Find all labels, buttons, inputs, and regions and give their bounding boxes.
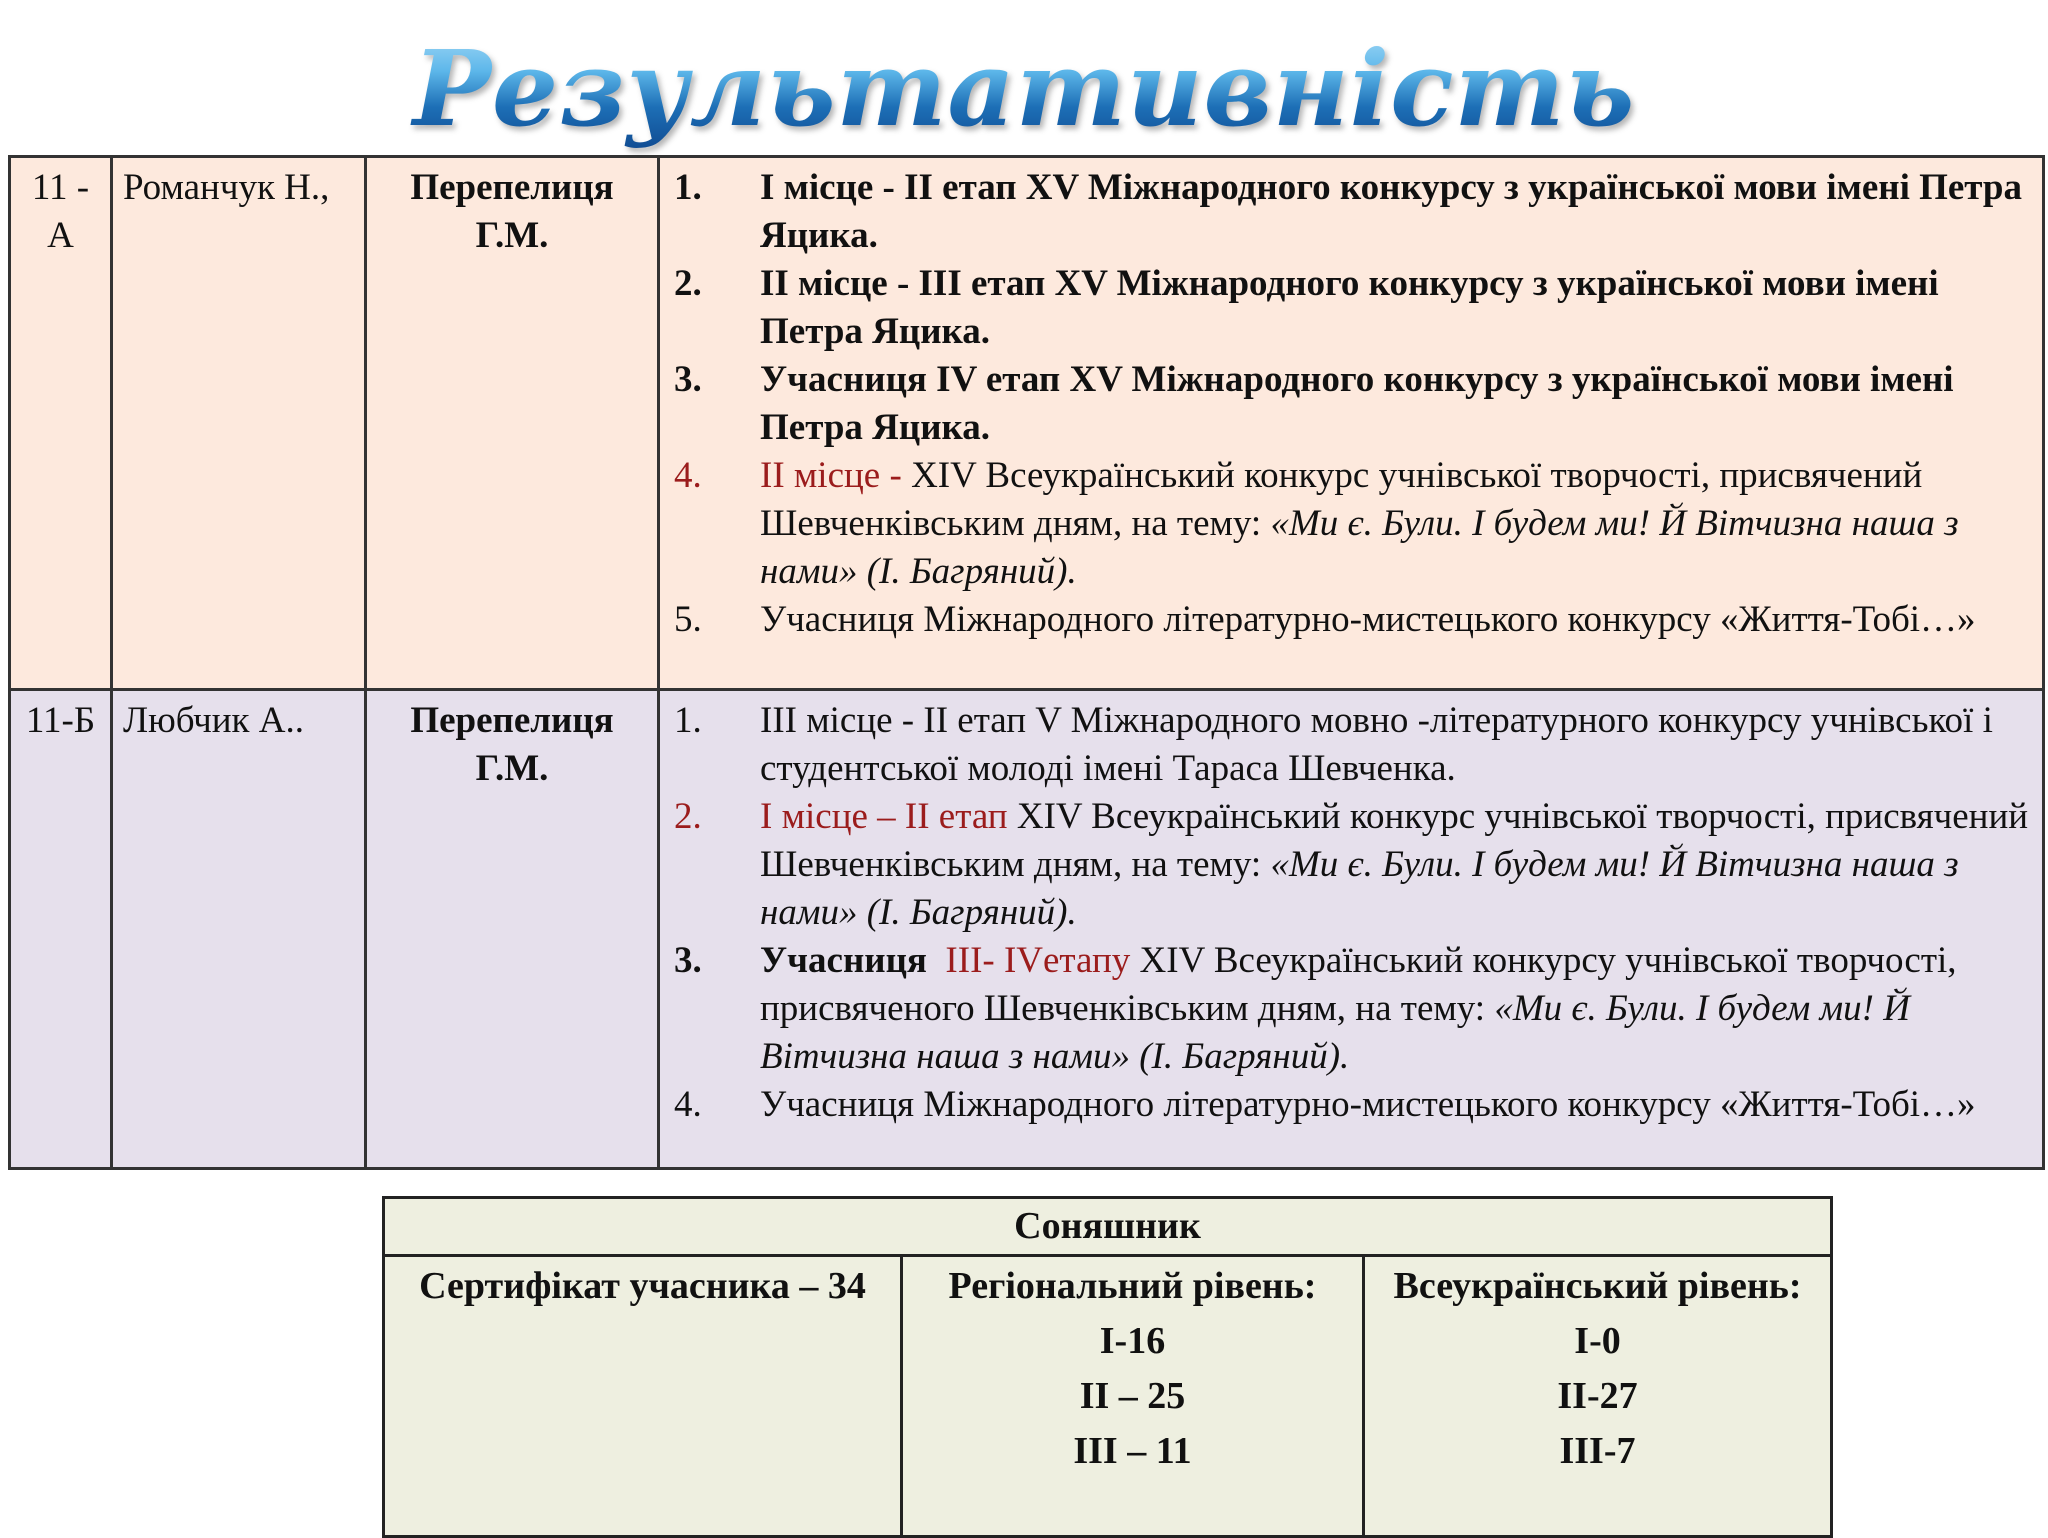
teacher-cell: Перепелиця Г.М.	[366, 157, 659, 690]
summary-table	[382, 1196, 1833, 1538]
list-item	[670, 164, 2032, 260]
regional-label: Регіональний рівень:	[948, 1265, 1317, 1307]
teacher-cell: Перепелиця Г.М.	[366, 690, 659, 1169]
student-cell: Любчик А..	[112, 690, 366, 1169]
national-cell	[1364, 1256, 1832, 1537]
item-text	[760, 937, 2032, 1081]
item-text: Учасниця IV етап ХV Міжнародного конкурсу з української мови імені Петра Яцика.	[760, 359, 1954, 448]
achievement-list	[670, 164, 2032, 644]
item-description: ХІV Всеукраїнський конкурс учнівської творчості, присвячений Шевченківським дням, на тему:	[760, 455, 1923, 544]
list-item	[670, 1081, 2032, 1129]
item-number: 4.	[674, 1084, 702, 1125]
item-number: 2.	[674, 796, 702, 837]
item-place: ІІ місце -	[760, 455, 912, 496]
item-text: І місце - ІІ етап ХV Міжнародного конкурсу з української мови імені Петра Яцика.	[760, 167, 2023, 256]
national-line: І-0	[1574, 1320, 1621, 1362]
list-item	[670, 452, 2032, 596]
table-row	[10, 690, 2044, 1169]
item-text: ІІ місце - ІІІ етап ХV Міжнародного конкурсу з української мови імені Петра Яцика.	[760, 263, 1939, 352]
student-cell: Романчук Н.,	[112, 157, 366, 690]
list-item	[670, 356, 2032, 452]
item-number: 1.	[674, 167, 702, 208]
national-line: ІІ-27	[1557, 1375, 1638, 1417]
list-item	[670, 793, 2032, 937]
item-participant: Учасниця	[760, 940, 927, 981]
list-item	[670, 260, 2032, 356]
national-label: Всеукраїнський рівень:	[1393, 1265, 1802, 1307]
item-number: 3.	[674, 940, 702, 981]
table-row	[10, 157, 2044, 690]
item-text: Учасниця Міжнародного літературно-мистецького конкурсу «Життя-Тобі…»	[760, 1084, 1976, 1125]
item-number: 1.	[674, 700, 702, 741]
page-title: Результативність	[0, 14, 2048, 164]
item-quote: «Ми є. Були. І будем ми! Й Вітчизна наша з нами» (І. Багряний).	[760, 988, 1910, 1077]
list-item	[670, 596, 2032, 644]
class-cell: 11 - А	[10, 157, 112, 690]
item-text: ІІІ місце - ІІ етап V Міжнародного мовно -літературного конкурсу учнівської і студентської молоді імені Тараса Шевченка.	[760, 700, 1993, 789]
item-text	[760, 452, 2032, 596]
item-text	[760, 793, 2032, 937]
item-description: ХІV Всеукраїнський конкурс учнівської творчості, присвячений Шевченківським дням, на тему:	[760, 796, 2029, 885]
regional-line: ІІ – 25	[1079, 1375, 1186, 1417]
regional-line: ІІІ – 11	[1073, 1430, 1192, 1472]
item-quote: «Ми є. Були. І будем ми! Й Вітчизна наша з нами» (І. Багряний).	[760, 844, 1959, 933]
summary-header-row	[384, 1198, 1832, 1256]
item-description: ХІV Всеукраїнський конкурсу учнівської творчості, присвяченого Шевченківським дням, на тему:	[760, 940, 1957, 1029]
item-number: 4.	[674, 455, 702, 496]
list-item	[670, 937, 2032, 1081]
regional-cell	[902, 1256, 1364, 1537]
item-number: 2.	[674, 263, 702, 304]
item-quote: «Ми є. Були. І будем ми! Й Вітчизна наша з нами» (І. Багряний).	[760, 503, 1959, 592]
results-table	[8, 155, 2045, 1170]
achievements-cell	[659, 157, 2044, 690]
item-number: 5.	[674, 599, 702, 640]
class-cell: 11-Б	[10, 690, 112, 1169]
national-line: ІІІ-7	[1559, 1430, 1636, 1472]
achievement-list	[670, 697, 2032, 1129]
regional-line: І-16	[1099, 1320, 1166, 1362]
list-item	[670, 697, 2032, 793]
item-number: 3.	[674, 359, 702, 400]
item-place: ІІІ- ІVетапу	[945, 940, 1131, 981]
item-place: І місце – ІІ етап	[760, 796, 1008, 837]
achievements-cell	[659, 690, 2044, 1169]
item-text: Учасниця Міжнародного літературно-мистецького конкурсу «Життя-Тобі…»	[760, 599, 1976, 640]
summary-title: Соняшник	[384, 1198, 1832, 1256]
certificate-cell: Сертифікат учасника – 34	[384, 1256, 902, 1537]
summary-body-row	[384, 1256, 1832, 1537]
